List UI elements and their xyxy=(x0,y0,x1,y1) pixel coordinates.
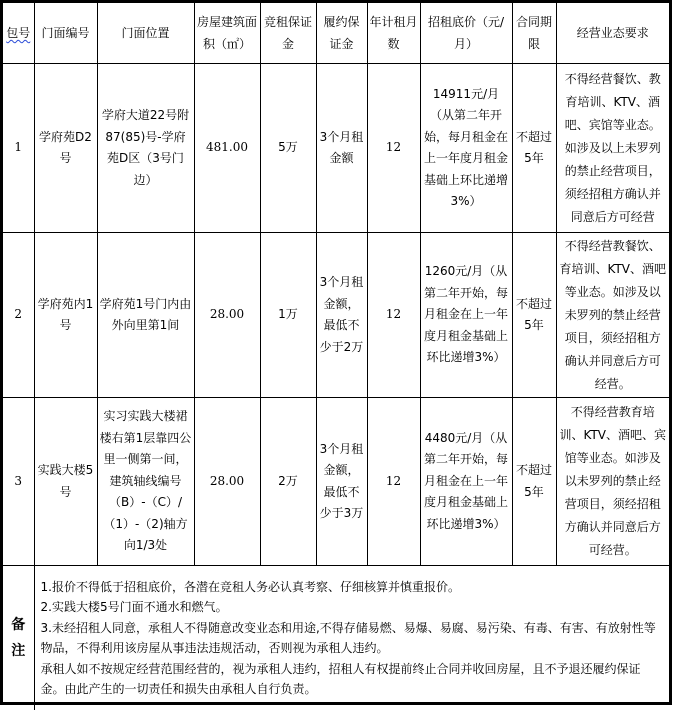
area-cell: 28.00 xyxy=(194,233,260,398)
business-requirements-cell: 不得经营餐饮、教育培训、KTV、酒吧、宾馆等业态。如涉及以上未罗列的禁止经营项目，须经招租方确认并同意后方可经营 xyxy=(556,64,669,233)
bid-deposit-cell: 1万 xyxy=(260,233,316,398)
note-item: 2.实践大楼5号门面不通水和燃气。 xyxy=(41,597,664,618)
header-lease-months: 年计租月数 xyxy=(367,3,420,64)
table-row xyxy=(3,398,669,566)
contract-term-cell: 不超过5年 xyxy=(512,398,556,566)
notes-row xyxy=(3,566,669,710)
location-cell: 学府苑1号门内由外向里第1间 xyxy=(97,233,194,398)
header-location: 门面位置 xyxy=(97,3,194,64)
location-cell: 实习实践大楼裙楼右第1层靠四公里一侧第一间，建筑轴线编号（B）-（C）/（1）-（2)轴方向1/3处 xyxy=(97,398,194,566)
note-item: 3.未经招租人同意，承租人不得随意改变业态和用途,不得存储易燃、易爆、易腐、易污染、有毒、有害、有放射性等物品，不得利用该房屋从事违法违规活动，否则视为承租人违约。 xyxy=(41,618,664,659)
bid-deposit-cell: 5万 xyxy=(260,64,316,233)
note-item: 1.报价不得低于招租底价，各潜在竞租人务必认真考察、仔细核算并慎重报价。 xyxy=(41,577,664,598)
lease-months-cell: 12 xyxy=(367,233,420,398)
lot-no-cell: 2 xyxy=(3,233,34,398)
area-cell: 28.00 xyxy=(194,398,260,566)
note-item: 承租人如不按规定经营范围经营的，视为承租人违约，招租人有权提前终止合同并收回房屋，且不予退还履约保证金。由此产生的一切责任和损失由承租人自行负责。 xyxy=(41,659,664,700)
business-requirements-cell: 不得经营教育培训、KTV、酒吧、宾馆等业态。如涉及以未罗列的禁止经营项目，须经招租方确认并同意后方可经营。 xyxy=(556,398,669,566)
header-performance-deposit: 履约保证金 xyxy=(316,3,367,64)
base-rent-cell: 1260元/月（从第二年开始，每月租金在上一年度月租金基础上环比递增3%） xyxy=(420,233,512,398)
storefront-no-cell: 学府苑D2号 xyxy=(34,64,97,233)
storefront-no-cell: 学府苑内1号 xyxy=(34,233,97,398)
base-rent-cell: 14911元/月（从第二年开始，每月租金在上一年度月租金基础上环比递增3%） xyxy=(420,64,512,233)
notes-body xyxy=(34,566,669,710)
business-requirements-cell: 不得经营教餐饮、育培训、KTV、酒吧等业态。如涉及以未罗列的禁止经营项目，须经招租方确认并同意后方可经营。 xyxy=(556,233,669,398)
header-business-requirements: 经营业态要求 xyxy=(556,3,669,64)
header-area: 房屋建筑面积（㎡） xyxy=(194,3,260,64)
header-lot-no: 包号 xyxy=(3,3,34,64)
storefront-no-cell: 实践大楼5号 xyxy=(34,398,97,566)
location-cell: 学府大道22号附87(85)号-学府苑D区（3号门边） xyxy=(97,64,194,233)
performance-deposit-cell: 3个月租金额，最低不少于3万 xyxy=(316,398,367,566)
performance-deposit-cell: 3个月租金额，最低不少于2万 xyxy=(316,233,367,398)
lease-months-cell: 12 xyxy=(367,398,420,566)
base-rent-cell: 4480元/月（从第二年开始，每月租金在上一年度月租金基础上环比递增3%） xyxy=(420,398,512,566)
bid-deposit-cell: 2万 xyxy=(260,398,316,566)
area-cell: 481.00 xyxy=(194,64,260,233)
contract-term-cell: 不超过5年 xyxy=(512,64,556,233)
notes-label: 备注 xyxy=(3,566,34,710)
header-contract-term: 合同期限 xyxy=(512,3,556,64)
lot-no-cell: 1 xyxy=(3,64,34,233)
storefront-lease-table xyxy=(3,3,669,710)
lot-no-cell: 3 xyxy=(3,398,34,566)
performance-deposit-cell: 3个月租金额 xyxy=(316,64,367,233)
table-row xyxy=(3,64,669,233)
header-storefront-no: 门面编号 xyxy=(34,3,97,64)
contract-term-cell: 不超过5年 xyxy=(512,233,556,398)
header-bid-deposit: 竞租保证金 xyxy=(260,3,316,64)
header-base-rent: 招租底价（元/月） xyxy=(420,3,512,64)
table-row xyxy=(3,233,669,398)
header-row xyxy=(3,3,669,64)
lease-months-cell: 12 xyxy=(367,64,420,233)
